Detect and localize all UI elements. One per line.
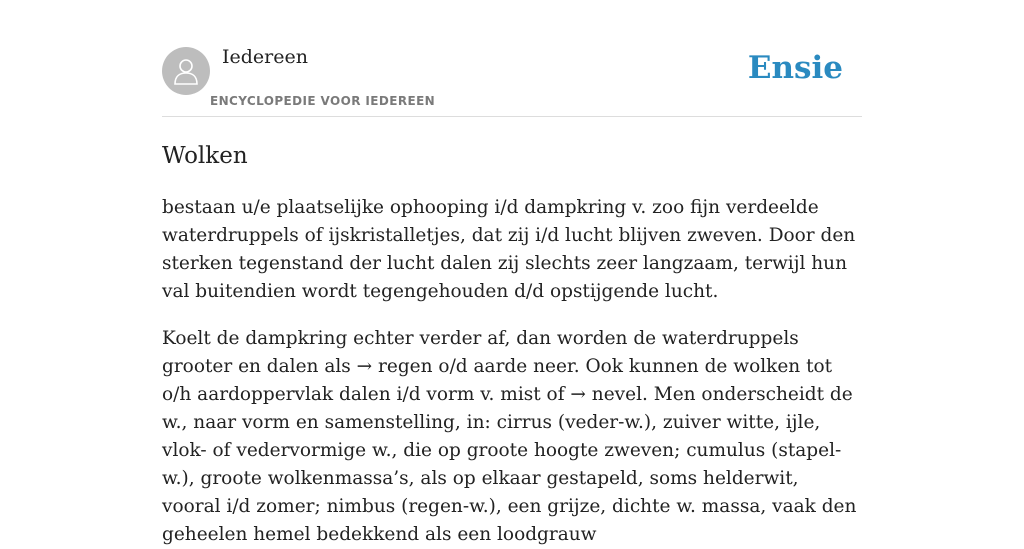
user-avatar-icon — [173, 57, 199, 85]
entry-header — [162, 0, 862, 117]
author-name[interactable]: Iedereen — [222, 46, 308, 68]
entry-title: Wolken — [162, 143, 248, 169]
entry-body — [162, 194, 862, 549]
entry-paragraph: bestaan u/e plaatselijke ophooping i/d dampkring v. zoo fijn verdeelde waterdruppels of ijskristalletjes, dat zij i/d lucht blijven zweven. Door den sterken tegenstand der lucht dalen zij slechts zeer langzaam, terwijl hun val buitendien wordt tegengehouden d/d opstijgende lucht. — [162, 197, 856, 302]
entry-card — [162, 0, 862, 549]
author-avatar[interactable] — [162, 47, 210, 95]
entry-paragraph: Koelt de dampkring echter verder af, dan worden de waterdruppels grooter en dalen als → regen o/d aarde neer. Ook kunnen de wolken tot o/h aardoppervlak dalen i/d vorm v. mist of → nevel. Men onderscheidt de w., naar vorm en samenstelling, in: cirrus (veder-w.), zuiver witte, ijle, vlok- of vedervormige w., die op groote hoogte zweven; cumulus (stapel-w.), groote wolkenmassa’s, als op elkaar gestapeld, soms helderwit, vooral i/d zomer; nimbus (regen-w.), een grijze, dichte w. massa, vaak den geheelen hemel bedekkend als een loodgrauw — [162, 328, 857, 545]
site-subtitle: ENCYCLOPEDIE VOOR IEDEREEN — [210, 94, 436, 108]
ensie-logo[interactable]: Ensie — [747, 50, 843, 86]
